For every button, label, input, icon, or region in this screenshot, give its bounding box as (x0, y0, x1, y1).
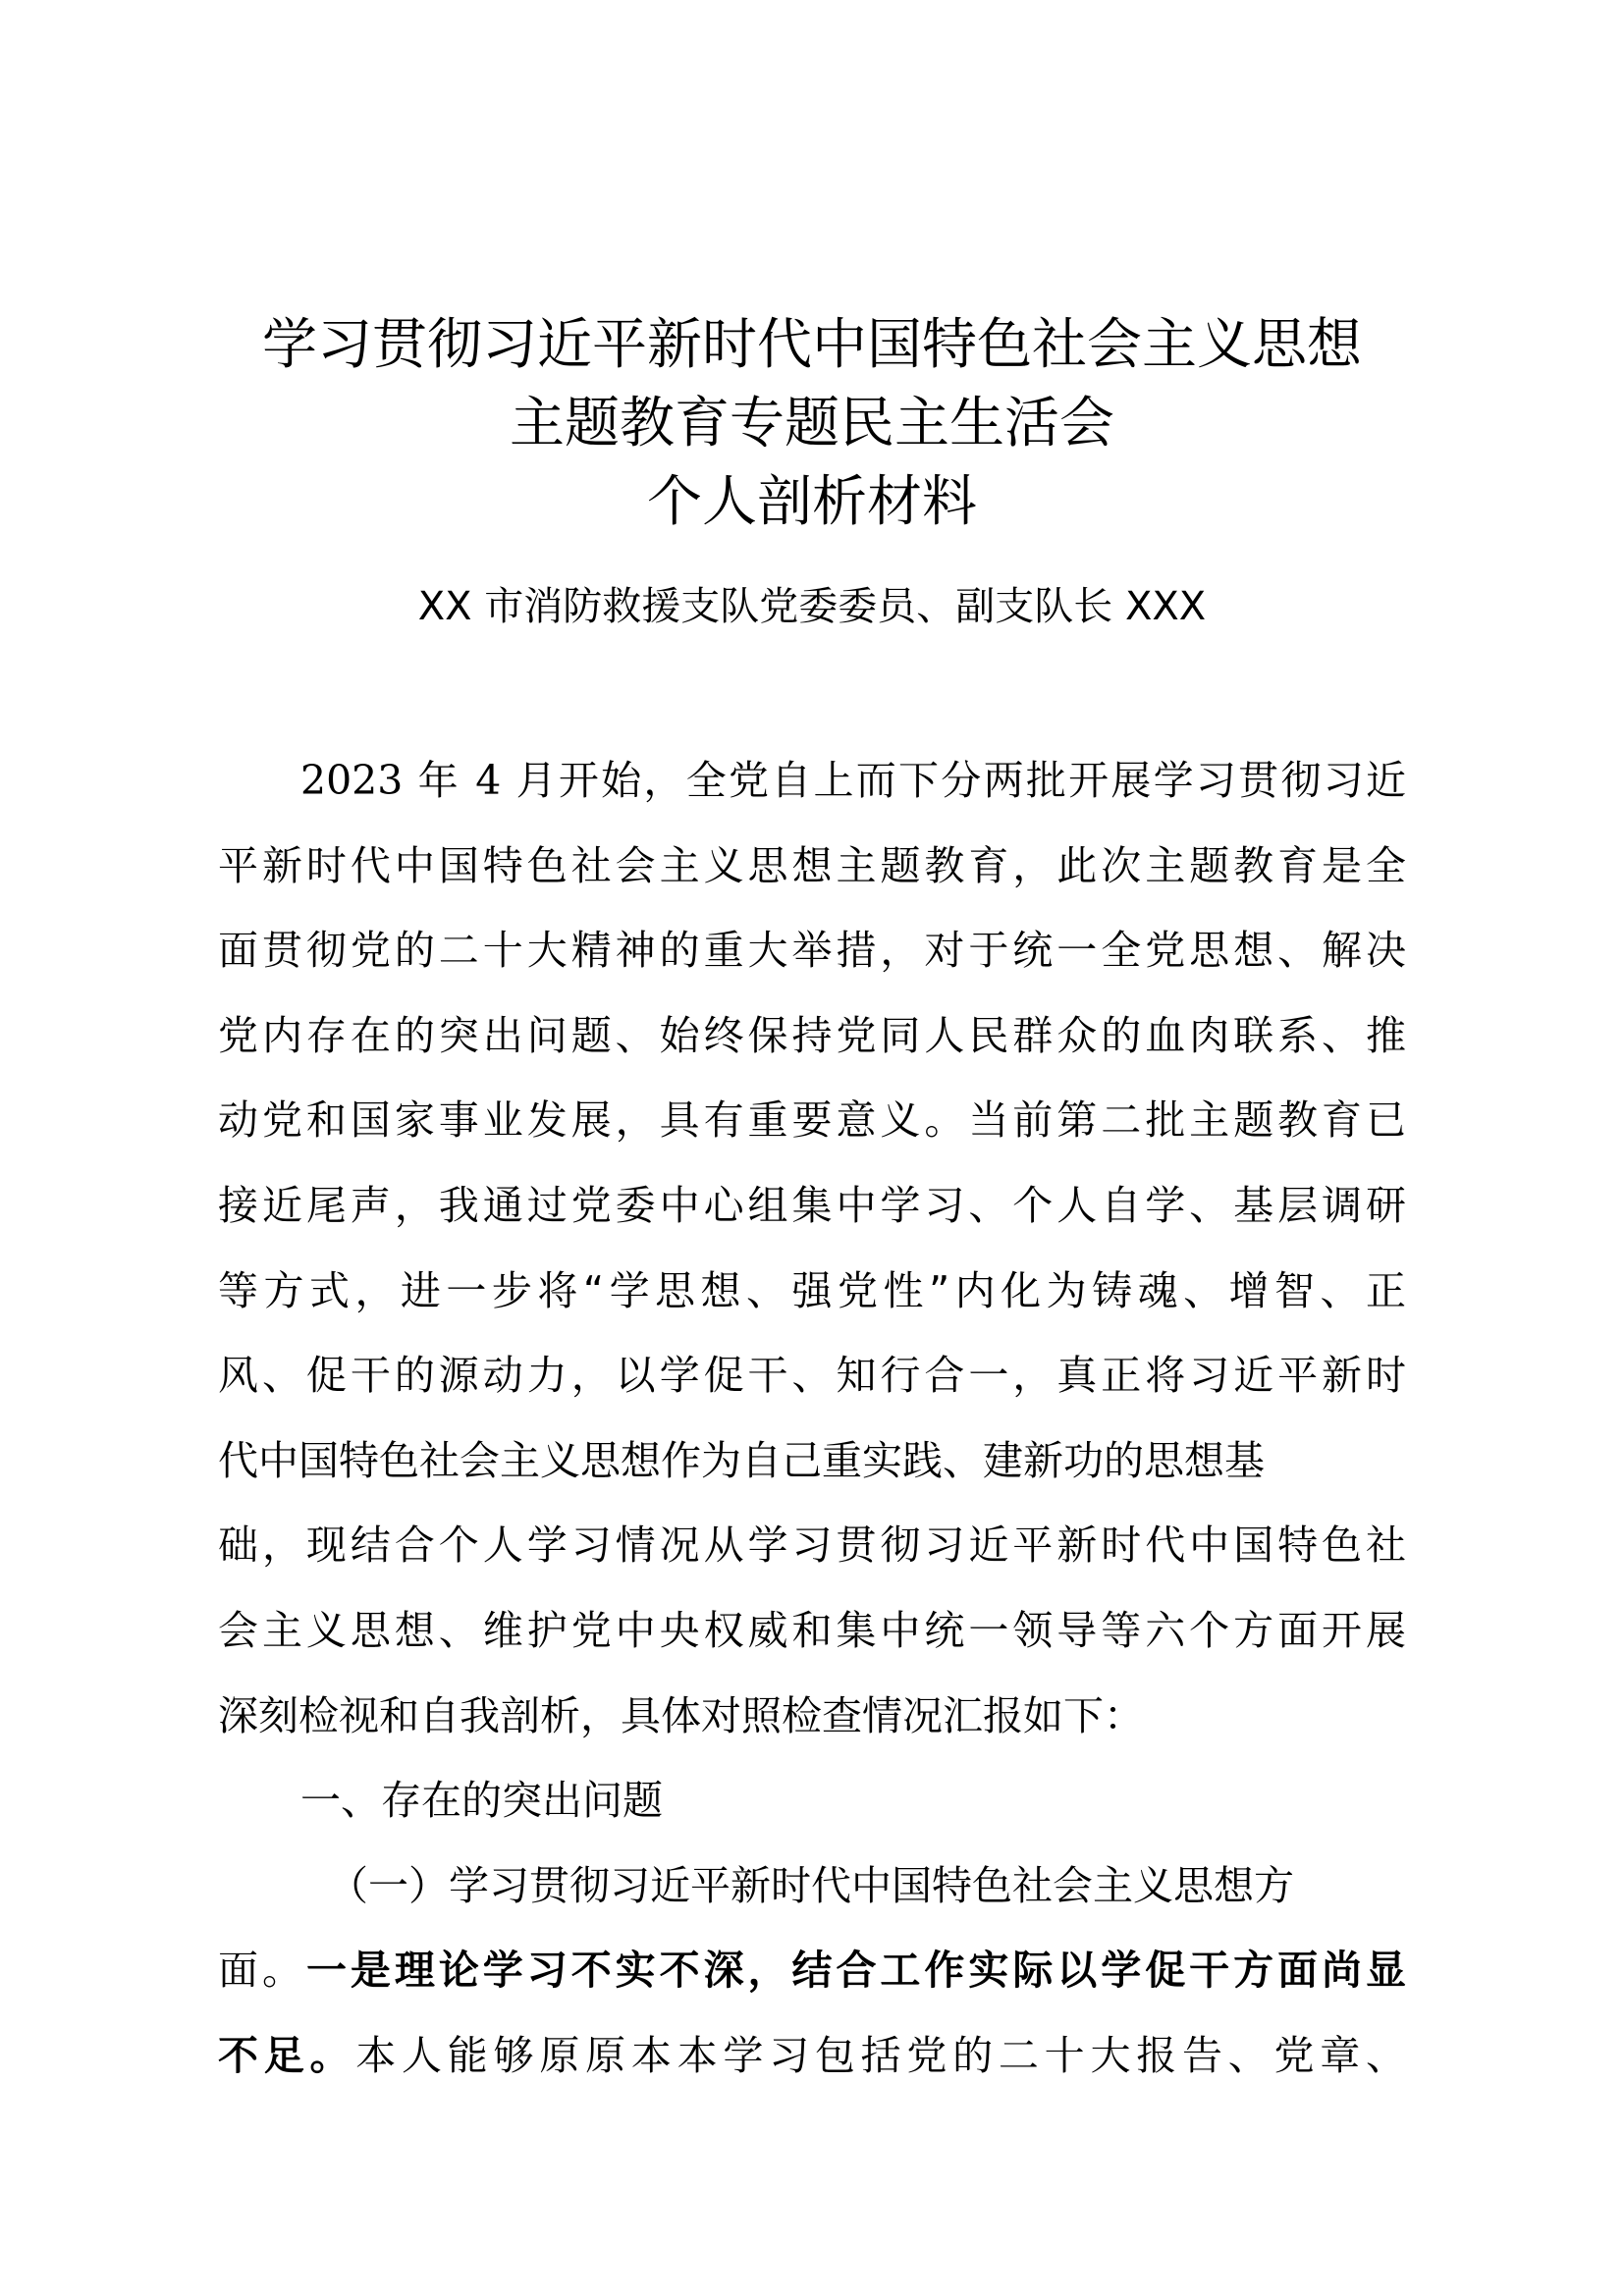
subsection-line-3 (218, 2013, 1406, 2099)
author-line: XX 市消防救援支队党委委员、副支队长 XXX (417, 584, 1207, 629)
document-title-line-2: 主题教育专题民主生活会 (510, 392, 1114, 455)
point-one-heading: 一是理论学习不实不深，结合工作实际以学促干方面尚显 (305, 1947, 1407, 1995)
intro-year-unit: 年 (403, 757, 476, 804)
document-title-line-3: 个人剖析材料 (647, 470, 977, 534)
subsection-line-2 (218, 1928, 1406, 2013)
intro-line: 等方式，进一步将“学思想、强党性”内化为铸魂、增智、正 (218, 1266, 1406, 1314)
intro-line: 党内存在的突出问题、始终保持党同人民群众的血肉联系、推 (218, 1011, 1406, 1059)
intro-line: 代中国特色社会主义思想作为自己重实践、建新功的思想基 (218, 1436, 1265, 1484)
subsection-heading-end: 面。 (218, 1947, 306, 1995)
intro-line: 风、促干的源动力，以学促干、知行合一，真正将习近平新时 (218, 1352, 1406, 1400)
document-title-line-1: 学习贯彻习近平新时代中国特色社会主义思想 (262, 313, 1362, 377)
subsection-heading-line-1: （一）学习贯彻习近平新时代中国特色社会主义思想方 (328, 1861, 1294, 1909)
body-text (218, 738, 1406, 2099)
intro-line: 面贯彻党的二十大精神的重大举措，对于统一全党思想、解决 (218, 927, 1406, 975)
intro-line-1-rest: 月开始，全党自上而下分两批开展学习贯彻习近 (501, 757, 1406, 804)
intro-line: 动党和国家事业发展，具有重要意义。当前第二批主题教育已 (218, 1096, 1406, 1145)
intro-line-1 (218, 738, 1406, 824)
point-one-heading-end: 不足。 (218, 2031, 356, 2079)
intro-line: 础，现结合个人学习情况从学习贯彻习近平新时代中国特色社 (218, 1522, 1406, 1570)
intro-month: 4 (475, 757, 502, 804)
intro-line: 接近尾声，我通过党委中心组集中学习、个人自学、基层调研 (218, 1181, 1406, 1229)
intro-year: 2023 (300, 757, 404, 804)
point-one-text: 本人能够原原本本学习包括党的二十大报告、党章、 (355, 2031, 1406, 2079)
section-heading: 一、存在的突出问题 (300, 1777, 663, 1825)
intro-line: 平新时代中国特色社会主义思想主题教育，此次主题教育是全 (218, 841, 1406, 889)
intro-line: 会主义思想、维护党中央权威和集中统一领导等六个方面开展 (218, 1606, 1406, 1654)
intro-line: 深刻检视和自我剖析，具体对照检查情况汇报如下： (218, 1691, 1144, 1739)
